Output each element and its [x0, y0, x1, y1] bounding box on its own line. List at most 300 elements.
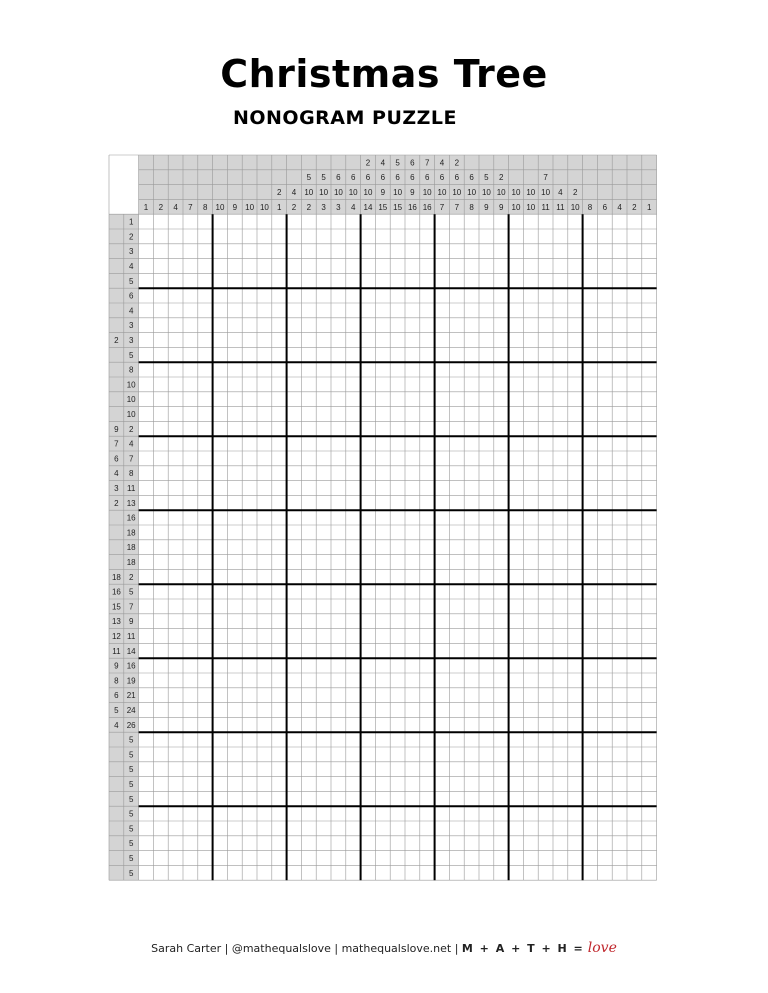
puzzle-cell[interactable] [405, 865, 420, 880]
puzzle-cell[interactable] [538, 540, 553, 555]
puzzle-cell[interactable] [168, 717, 183, 732]
puzzle-cell[interactable] [568, 762, 583, 777]
puzzle-cell[interactable] [568, 273, 583, 288]
puzzle-cell[interactable] [139, 244, 154, 259]
puzzle-cell[interactable] [139, 229, 154, 244]
puzzle-cell[interactable] [257, 555, 272, 570]
puzzle-cell[interactable] [479, 806, 494, 821]
puzzle-cell[interactable] [538, 318, 553, 333]
puzzle-cell[interactable] [139, 836, 154, 851]
puzzle-cell[interactable] [597, 821, 612, 836]
puzzle-cell[interactable] [287, 806, 302, 821]
puzzle-cell[interactable] [627, 288, 642, 303]
puzzle-cell[interactable] [597, 525, 612, 540]
puzzle-cell[interactable] [464, 717, 479, 732]
puzzle-cell[interactable] [627, 273, 642, 288]
puzzle-cell[interactable] [153, 614, 168, 629]
puzzle-cell[interactable] [538, 747, 553, 762]
puzzle-cell[interactable] [227, 392, 242, 407]
puzzle-cell[interactable] [464, 599, 479, 614]
puzzle-cell[interactable] [449, 762, 464, 777]
puzzle-cell[interactable] [449, 303, 464, 318]
puzzle-cell[interactable] [449, 688, 464, 703]
puzzle-cell[interactable] [361, 555, 376, 570]
puzzle-cell[interactable] [198, 481, 213, 496]
puzzle-cell[interactable] [597, 481, 612, 496]
puzzle-cell[interactable] [272, 703, 287, 718]
puzzle-cell[interactable] [242, 259, 257, 274]
puzzle-cell[interactable] [139, 703, 154, 718]
puzzle-cell[interactable] [183, 495, 198, 510]
puzzle-cell[interactable] [272, 525, 287, 540]
puzzle-cell[interactable] [139, 821, 154, 836]
puzzle-cell[interactable] [568, 481, 583, 496]
puzzle-cell[interactable] [612, 658, 627, 673]
puzzle-cell[interactable] [168, 821, 183, 836]
puzzle-cell[interactable] [198, 747, 213, 762]
puzzle-cell[interactable] [597, 318, 612, 333]
puzzle-cell[interactable] [405, 347, 420, 362]
puzzle-cell[interactable] [509, 259, 524, 274]
puzzle-cell[interactable] [227, 377, 242, 392]
puzzle-cell[interactable] [597, 762, 612, 777]
puzzle-cell[interactable] [612, 377, 627, 392]
puzzle-cell[interactable] [597, 273, 612, 288]
puzzle-cell[interactable] [257, 703, 272, 718]
puzzle-cell[interactable] [375, 806, 390, 821]
puzzle-cell[interactable] [168, 229, 183, 244]
puzzle-cell[interactable] [301, 407, 316, 422]
puzzle-cell[interactable] [361, 584, 376, 599]
puzzle-cell[interactable] [420, 732, 435, 747]
puzzle-cell[interactable] [464, 688, 479, 703]
puzzle-cell[interactable] [331, 569, 346, 584]
puzzle-cell[interactable] [168, 806, 183, 821]
puzzle-cell[interactable] [509, 540, 524, 555]
puzzle-cell[interactable] [568, 747, 583, 762]
puzzle-cell[interactable] [331, 259, 346, 274]
puzzle-cell[interactable] [449, 732, 464, 747]
puzzle-cell[interactable] [597, 658, 612, 673]
puzzle-cell[interactable] [257, 377, 272, 392]
puzzle-cell[interactable] [375, 525, 390, 540]
puzzle-cell[interactable] [139, 510, 154, 525]
puzzle-cell[interactable] [316, 451, 331, 466]
puzzle-cell[interactable] [420, 806, 435, 821]
puzzle-cell[interactable] [523, 836, 538, 851]
puzzle-cell[interactable] [272, 732, 287, 747]
puzzle-cell[interactable] [287, 569, 302, 584]
puzzle-cell[interactable] [331, 303, 346, 318]
puzzle-cell[interactable] [509, 629, 524, 644]
puzzle-cell[interactable] [494, 851, 509, 866]
puzzle-cell[interactable] [168, 466, 183, 481]
puzzle-cell[interactable] [553, 436, 568, 451]
puzzle-cell[interactable] [331, 510, 346, 525]
puzzle-cell[interactable] [139, 777, 154, 792]
puzzle-cell[interactable] [627, 658, 642, 673]
puzzle-cell[interactable] [316, 229, 331, 244]
puzzle-cell[interactable] [612, 525, 627, 540]
puzzle-cell[interactable] [420, 510, 435, 525]
puzzle-cell[interactable] [449, 392, 464, 407]
puzzle-cell[interactable] [405, 658, 420, 673]
puzzle-cell[interactable] [479, 540, 494, 555]
puzzle-cell[interactable] [583, 777, 598, 792]
puzzle-cell[interactable] [227, 806, 242, 821]
puzzle-cell[interactable] [538, 214, 553, 229]
puzzle-cell[interactable] [346, 407, 361, 422]
puzzle-cell[interactable] [287, 747, 302, 762]
puzzle-cell[interactable] [331, 821, 346, 836]
puzzle-cell[interactable] [375, 569, 390, 584]
puzzle-cell[interactable] [375, 333, 390, 348]
puzzle-cell[interactable] [198, 303, 213, 318]
puzzle-cell[interactable] [390, 762, 405, 777]
puzzle-cell[interactable] [553, 481, 568, 496]
puzzle-cell[interactable] [183, 362, 198, 377]
puzzle-cell[interactable] [523, 244, 538, 259]
puzzle-cell[interactable] [509, 495, 524, 510]
puzzle-cell[interactable] [464, 614, 479, 629]
puzzle-cell[interactable] [568, 806, 583, 821]
puzzle-cell[interactable] [464, 288, 479, 303]
puzzle-cell[interactable] [449, 377, 464, 392]
puzzle-cell[interactable] [272, 643, 287, 658]
puzzle-cell[interactable] [183, 599, 198, 614]
puzzle-cell[interactable] [479, 303, 494, 318]
puzzle-cell[interactable] [405, 333, 420, 348]
puzzle-cell[interactable] [257, 865, 272, 880]
puzzle-cell[interactable] [583, 362, 598, 377]
puzzle-cell[interactable] [479, 229, 494, 244]
puzzle-cell[interactable] [538, 821, 553, 836]
puzzle-cell[interactable] [242, 510, 257, 525]
puzzle-cell[interactable] [272, 362, 287, 377]
puzzle-cell[interactable] [597, 569, 612, 584]
puzzle-cell[interactable] [346, 569, 361, 584]
puzzle-cell[interactable] [153, 392, 168, 407]
puzzle-cell[interactable] [287, 318, 302, 333]
puzzle-cell[interactable] [449, 333, 464, 348]
puzzle-cell[interactable] [435, 555, 450, 570]
puzzle-cell[interactable] [553, 273, 568, 288]
puzzle-cell[interactable] [257, 214, 272, 229]
puzzle-cell[interactable] [494, 584, 509, 599]
puzzle-cell[interactable] [583, 747, 598, 762]
puzzle-cell[interactable] [405, 436, 420, 451]
puzzle-cell[interactable] [316, 865, 331, 880]
puzzle-cell[interactable] [627, 318, 642, 333]
puzzle-cell[interactable] [509, 525, 524, 540]
puzzle-cell[interactable] [361, 540, 376, 555]
puzzle-cell[interactable] [494, 303, 509, 318]
puzzle-cell[interactable] [257, 540, 272, 555]
puzzle-cell[interactable] [168, 392, 183, 407]
puzzle-cell[interactable] [361, 865, 376, 880]
puzzle-cell[interactable] [390, 466, 405, 481]
puzzle-cell[interactable] [375, 643, 390, 658]
puzzle-cell[interactable] [523, 288, 538, 303]
puzzle-cell[interactable] [612, 851, 627, 866]
puzzle-cell[interactable] [213, 318, 228, 333]
puzzle-cell[interactable] [301, 673, 316, 688]
puzzle-cell[interactable] [420, 865, 435, 880]
puzzle-cell[interactable] [183, 821, 198, 836]
puzzle-cell[interactable] [227, 599, 242, 614]
puzzle-cell[interactable] [183, 629, 198, 644]
puzzle-cell[interactable] [553, 777, 568, 792]
puzzle-cell[interactable] [479, 821, 494, 836]
puzzle-cell[interactable] [242, 584, 257, 599]
puzzle-cell[interactable] [627, 540, 642, 555]
puzzle-cell[interactable] [523, 777, 538, 792]
puzzle-cell[interactable] [449, 229, 464, 244]
puzzle-cell[interactable] [198, 436, 213, 451]
puzzle-cell[interactable] [361, 244, 376, 259]
puzzle-cell[interactable] [242, 481, 257, 496]
puzzle-cell[interactable] [213, 851, 228, 866]
puzzle-cell[interactable] [494, 673, 509, 688]
puzzle-cell[interactable] [272, 495, 287, 510]
puzzle-cell[interactable] [583, 481, 598, 496]
puzzle-cell[interactable] [153, 318, 168, 333]
puzzle-cell[interactable] [420, 259, 435, 274]
puzzle-cell[interactable] [375, 214, 390, 229]
puzzle-cell[interactable] [390, 333, 405, 348]
puzzle-cell[interactable] [642, 392, 657, 407]
puzzle-cell[interactable] [346, 303, 361, 318]
puzzle-cell[interactable] [346, 347, 361, 362]
puzzle-cell[interactable] [509, 377, 524, 392]
puzzle-cell[interactable] [139, 717, 154, 732]
puzzle-cell[interactable] [627, 673, 642, 688]
puzzle-cell[interactable] [346, 540, 361, 555]
puzzle-cell[interactable] [464, 791, 479, 806]
puzzle-cell[interactable] [198, 377, 213, 392]
puzzle-cell[interactable] [568, 244, 583, 259]
puzzle-cell[interactable] [538, 643, 553, 658]
puzzle-cell[interactable] [153, 407, 168, 422]
puzzle-cell[interactable] [301, 377, 316, 392]
puzzle-cell[interactable] [435, 747, 450, 762]
puzzle-cell[interactable] [494, 762, 509, 777]
puzzle-cell[interactable] [553, 865, 568, 880]
puzzle-cell[interactable] [301, 836, 316, 851]
puzzle-cell[interactable] [568, 643, 583, 658]
puzzle-cell[interactable] [153, 244, 168, 259]
puzzle-cell[interactable] [153, 377, 168, 392]
puzzle-cell[interactable] [183, 658, 198, 673]
puzzle-cell[interactable] [494, 658, 509, 673]
puzzle-cell[interactable] [494, 288, 509, 303]
puzzle-cell[interactable] [361, 658, 376, 673]
puzzle-cell[interactable] [168, 288, 183, 303]
puzzle-cell[interactable] [242, 229, 257, 244]
puzzle-cell[interactable] [553, 362, 568, 377]
puzzle-cell[interactable] [405, 525, 420, 540]
puzzle-cell[interactable] [316, 436, 331, 451]
puzzle-cell[interactable] [272, 333, 287, 348]
puzzle-cell[interactable] [449, 421, 464, 436]
puzzle-cell[interactable] [627, 407, 642, 422]
puzzle-cell[interactable] [405, 214, 420, 229]
puzzle-cell[interactable] [583, 584, 598, 599]
puzzle-cell[interactable] [316, 347, 331, 362]
puzzle-cell[interactable] [583, 614, 598, 629]
puzzle-cell[interactable] [523, 451, 538, 466]
puzzle-cell[interactable] [642, 569, 657, 584]
puzzle-cell[interactable] [198, 688, 213, 703]
puzzle-cell[interactable] [361, 569, 376, 584]
puzzle-cell[interactable] [183, 732, 198, 747]
puzzle-cell[interactable] [435, 673, 450, 688]
puzzle-cell[interactable] [435, 214, 450, 229]
puzzle-cell[interactable] [227, 629, 242, 644]
puzzle-cell[interactable] [420, 540, 435, 555]
puzzle-cell[interactable] [523, 614, 538, 629]
puzzle-cell[interactable] [553, 673, 568, 688]
puzzle-cell[interactable] [405, 510, 420, 525]
puzzle-cell[interactable] [301, 421, 316, 436]
puzzle-cell[interactable] [213, 273, 228, 288]
puzzle-cell[interactable] [435, 762, 450, 777]
puzzle-cell[interactable] [227, 673, 242, 688]
puzzle-cell[interactable] [346, 481, 361, 496]
puzzle-cell[interactable] [583, 377, 598, 392]
puzzle-cell[interactable] [509, 836, 524, 851]
puzzle-cell[interactable] [183, 555, 198, 570]
puzzle-cell[interactable] [449, 806, 464, 821]
puzzle-cell[interactable] [198, 614, 213, 629]
puzzle-cell[interactable] [523, 495, 538, 510]
puzzle-cell[interactable] [390, 392, 405, 407]
puzzle-cell[interactable] [479, 436, 494, 451]
puzzle-cell[interactable] [509, 688, 524, 703]
puzzle-cell[interactable] [316, 288, 331, 303]
puzzle-cell[interactable] [435, 732, 450, 747]
puzzle-cell[interactable] [213, 806, 228, 821]
puzzle-cell[interactable] [390, 643, 405, 658]
puzzle-cell[interactable] [612, 806, 627, 821]
puzzle-cell[interactable] [316, 851, 331, 866]
puzzle-cell[interactable] [183, 436, 198, 451]
puzzle-cell[interactable] [390, 555, 405, 570]
puzzle-cell[interactable] [227, 481, 242, 496]
puzzle-cell[interactable] [420, 717, 435, 732]
puzzle-cell[interactable] [553, 377, 568, 392]
puzzle-cell[interactable] [538, 762, 553, 777]
puzzle-cell[interactable] [464, 836, 479, 851]
puzzle-cell[interactable] [375, 717, 390, 732]
puzzle-cell[interactable] [331, 525, 346, 540]
puzzle-cell[interactable] [509, 303, 524, 318]
puzzle-cell[interactable] [612, 717, 627, 732]
puzzle-cell[interactable] [198, 569, 213, 584]
puzzle-cell[interactable] [361, 362, 376, 377]
puzzle-cell[interactable] [553, 525, 568, 540]
puzzle-cell[interactable] [627, 525, 642, 540]
puzzle-cell[interactable] [494, 688, 509, 703]
puzzle-cell[interactable] [642, 629, 657, 644]
puzzle-cell[interactable] [435, 791, 450, 806]
puzzle-cell[interactable] [583, 259, 598, 274]
puzzle-cell[interactable] [272, 303, 287, 318]
puzzle-cell[interactable] [242, 747, 257, 762]
puzzle-cell[interactable] [346, 673, 361, 688]
puzzle-cell[interactable] [568, 851, 583, 866]
puzzle-cell[interactable] [583, 347, 598, 362]
puzzle-cell[interactable] [405, 791, 420, 806]
puzzle-cell[interactable] [331, 466, 346, 481]
puzzle-cell[interactable] [375, 865, 390, 880]
puzzle-cell[interactable] [272, 318, 287, 333]
puzzle-cell[interactable] [612, 362, 627, 377]
puzzle-cell[interactable] [642, 777, 657, 792]
puzzle-cell[interactable] [168, 421, 183, 436]
puzzle-cell[interactable] [272, 377, 287, 392]
puzzle-cell[interactable] [642, 688, 657, 703]
puzzle-cell[interactable] [346, 717, 361, 732]
puzzle-cell[interactable] [420, 821, 435, 836]
puzzle-cell[interactable] [139, 347, 154, 362]
puzzle-cell[interactable] [464, 347, 479, 362]
puzzle-cell[interactable] [494, 362, 509, 377]
puzzle-cell[interactable] [272, 762, 287, 777]
puzzle-cell[interactable] [553, 259, 568, 274]
puzzle-cell[interactable] [509, 347, 524, 362]
puzzle-cell[interactable] [168, 614, 183, 629]
puzzle-cell[interactable] [168, 584, 183, 599]
puzzle-cell[interactable] [287, 791, 302, 806]
puzzle-cell[interactable] [242, 347, 257, 362]
puzzle-cell[interactable] [568, 303, 583, 318]
puzzle-cell[interactable] [316, 377, 331, 392]
puzzle-cell[interactable] [272, 777, 287, 792]
puzzle-cell[interactable] [568, 362, 583, 377]
puzzle-cell[interactable] [346, 421, 361, 436]
puzzle-cell[interactable] [627, 584, 642, 599]
puzzle-cell[interactable] [301, 584, 316, 599]
puzzle-cell[interactable] [331, 451, 346, 466]
puzzle-cell[interactable] [153, 732, 168, 747]
puzzle-cell[interactable] [227, 865, 242, 880]
puzzle-cell[interactable] [257, 806, 272, 821]
puzzle-cell[interactable] [494, 273, 509, 288]
puzzle-cell[interactable] [435, 303, 450, 318]
puzzle-cell[interactable] [301, 244, 316, 259]
puzzle-cell[interactable] [301, 777, 316, 792]
puzzle-cell[interactable] [405, 495, 420, 510]
puzzle-cell[interactable] [583, 466, 598, 481]
puzzle-cell[interactable] [183, 614, 198, 629]
puzzle-cell[interactable] [612, 466, 627, 481]
puzzle-cell[interactable] [198, 495, 213, 510]
puzzle-cell[interactable] [405, 377, 420, 392]
puzzle-cell[interactable] [257, 421, 272, 436]
puzzle-cell[interactable] [538, 717, 553, 732]
puzzle-cell[interactable] [464, 407, 479, 422]
puzzle-cell[interactable] [361, 614, 376, 629]
puzzle-cell[interactable] [479, 495, 494, 510]
puzzle-cell[interactable] [449, 673, 464, 688]
puzzle-cell[interactable] [405, 362, 420, 377]
puzzle-cell[interactable] [568, 555, 583, 570]
puzzle-cell[interactable] [464, 762, 479, 777]
puzzle-cell[interactable] [494, 214, 509, 229]
puzzle-cell[interactable] [183, 318, 198, 333]
puzzle-cell[interactable] [242, 732, 257, 747]
